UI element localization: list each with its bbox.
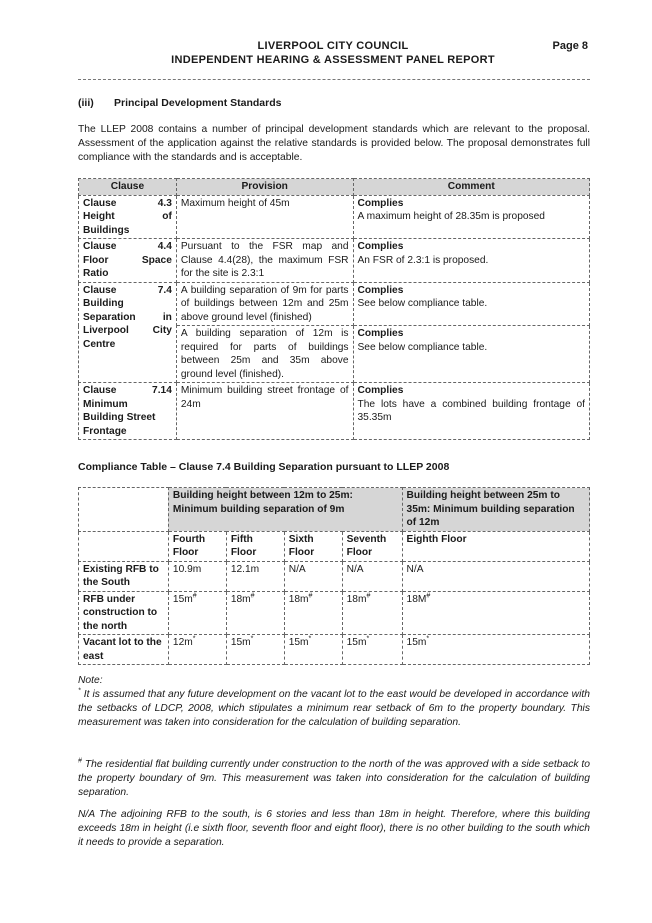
table-row [79, 282, 590, 326]
comment-cell [353, 239, 589, 283]
comment-status: Complies [357, 241, 404, 252]
clause-cell [79, 195, 177, 239]
value: 18M [406, 593, 427, 605]
footnote-mark: * [192, 635, 196, 643]
comment-text: The lots have a combined building frontage of 35.35m [357, 398, 585, 423]
value: 15m [406, 637, 427, 648]
clause-line: Buildings [83, 224, 130, 236]
row-label: RFB under construction to the north [79, 591, 169, 635]
value-cell [226, 561, 284, 591]
section-paragraph: The LLEP 2008 contains a number of principal development standards which are relevant to the proposal. Assessment of the application against the relative standards is provided below. The proposal demonstrates full compliance with the standards and is acceptable. [78, 124, 590, 163]
value: 15m [172, 593, 193, 605]
footnote-mark: # [192, 592, 197, 600]
clause-cell [79, 282, 177, 383]
value: 12m [172, 637, 193, 648]
table-row [79, 591, 590, 635]
note-mark: # [78, 757, 82, 765]
group-header-12-25: Building height between 12m to 25m: Minimum building separation of 9m [168, 488, 402, 532]
value-cell [284, 561, 342, 591]
footnote-mark: * [426, 635, 430, 643]
value: N/A [288, 563, 306, 575]
value-cell [402, 561, 589, 591]
note-vacant-lot [78, 688, 590, 730]
comment-status: Complies [357, 385, 404, 396]
header-divider [78, 79, 590, 80]
col-header-comment: Comment [353, 179, 589, 196]
table-header-row [79, 179, 590, 196]
clause-line: Floor Space [83, 254, 172, 266]
provision-cell: Pursuant to the FSR map and Clause 4.4(28), the maximum FSR for the site is 2.3:1 [176, 239, 353, 283]
comment-status: Complies [357, 328, 404, 339]
compliance-table-title: Compliance Table – Clause 7.4 Building Separation pursuant to LLEP 2008 [78, 461, 450, 473]
blank-label-cell [79, 531, 169, 561]
development-standards-table [78, 178, 590, 440]
provision-cell: Minimum building street frontage of 24m [176, 383, 353, 440]
value: 18m [288, 593, 309, 605]
comment-status: Complies [357, 197, 404, 209]
clause-line: Building Street [83, 412, 156, 423]
value: 15m [346, 637, 367, 648]
table-row [79, 635, 590, 665]
comment-cell [353, 282, 589, 326]
comment-status: Complies [357, 284, 404, 296]
value: N/A [346, 563, 364, 575]
clause-cell [79, 239, 177, 283]
footnote-mark: * [366, 635, 370, 643]
value-cell [284, 591, 342, 635]
section-title: Principal Development Standards [114, 97, 282, 109]
footnote-mark: # [366, 592, 371, 600]
table-row [79, 195, 590, 239]
clause-line: Separation in [83, 311, 172, 323]
value-cell [402, 591, 589, 635]
note-na: N/A The adjoining RFB to the south, is 6 stories and less than 18m in height. Therefore, where this building exceeds 18m in height (i.e sixth floor, seventh floor and eight floor), there is no other building to the south which it needs to provide a separation. [78, 809, 590, 848]
comment-cell [353, 195, 589, 239]
value-cell [168, 561, 226, 591]
value: 18m [346, 593, 367, 605]
clause-line: Liverpool City [83, 325, 172, 336]
value-cell [226, 591, 284, 635]
value: 10.9m [172, 563, 202, 575]
provision-cell: A building separation of 12m is required for parts of buildings between 25m and 35m above ground level (finished). [176, 326, 353, 383]
value-cell [342, 591, 402, 635]
provision-cell: Maximum height of 45m [176, 195, 353, 239]
clause-line: Clause 7.14 [83, 385, 172, 396]
value: N/A [406, 563, 424, 575]
note-text: It is assumed that any future development on the vacant lot to the east would be developed in accordance with the setbacks of LDCP, 2008, which stipulates a minimum rear setback of 6m to the property boundary. This measurement was taken into consideration for the calculation of building separation. [78, 689, 590, 728]
row-label: Existing RFB to the South [79, 561, 169, 591]
clause-line: Clause 4.3 [83, 197, 172, 209]
header-report-title: INDEPENDENT HEARING & ASSESSMENT PANEL REPORT [171, 54, 495, 66]
footnote-mark: # [250, 592, 255, 600]
col-header-clause: Clause [79, 179, 177, 196]
footnote-mark: * [308, 635, 312, 643]
col-header-provision: Provision [176, 179, 353, 196]
table-row [79, 561, 590, 591]
group-header-25-35: Building height between 25m to 35m: Minimum building separation of 12m [402, 488, 589, 532]
footnote-mark: # [426, 592, 431, 600]
table-row [79, 383, 590, 440]
page-header [78, 38, 588, 74]
clause-line: Height of [83, 211, 172, 222]
comment-cell [353, 326, 589, 383]
floor-header-row [79, 531, 590, 561]
note-text: The residential flat building currently under construction to the north of the was approved with a side setback to the property boundary of 9m. This measurement was taken into consideration for the calculation of building separation. [78, 759, 590, 798]
value: 12.1m [230, 563, 260, 575]
compliance-table [78, 487, 590, 665]
floor-header: Eighth Floor [402, 531, 589, 561]
note-rfb-north [78, 758, 590, 800]
footnote-mark: * [250, 635, 254, 643]
clause-line: Clause 4.4 [83, 241, 172, 252]
value-cell [402, 635, 589, 665]
value: 15m [230, 637, 251, 648]
floor-header: Seventh Floor [342, 531, 402, 561]
clause-line: Building [83, 298, 124, 309]
value-cell [284, 635, 342, 665]
table-row [79, 239, 590, 283]
value-cell [342, 635, 402, 665]
floor-header: Fourth Floor [168, 531, 226, 561]
comment-text: A maximum height of 28.35m is proposed [357, 211, 545, 222]
footnote-mark: # [308, 592, 313, 600]
note-mark: * [78, 687, 81, 695]
provision-cell: A building separation of 9m for parts of buildings between 12m and 25m above ground level (finished) [176, 282, 353, 326]
blank-corner-cell [79, 488, 169, 532]
floor-header: Sixth Floor [284, 531, 342, 561]
value-cell [168, 591, 226, 635]
section-number: (iii) [78, 97, 94, 109]
row-label: Vacant lot to the east [79, 635, 169, 665]
value-cell [226, 635, 284, 665]
clause-line: Frontage [83, 425, 127, 437]
group-header-row [79, 488, 590, 532]
comment-cell [353, 383, 589, 440]
header-council: LIVERPOOL CITY COUNCIL [257, 40, 409, 52]
comment-text: See below compliance table. [357, 298, 488, 309]
clause-line: Ratio [83, 268, 109, 279]
value-cell [342, 561, 402, 591]
comment-text: An FSR of 2.3:1 is proposed. [357, 254, 489, 266]
clause-line: Centre [83, 338, 116, 350]
value: 15m [288, 637, 309, 648]
note-heading: Note: [78, 675, 103, 686]
clause-cell [79, 383, 177, 440]
comment-text: See below compliance table. [357, 341, 488, 353]
clause-line: Minimum [83, 398, 128, 410]
page-number: Page 8 [552, 40, 588, 52]
floor-header: Fifth Floor [226, 531, 284, 561]
value: 18m [230, 593, 251, 605]
section-heading [78, 97, 281, 109]
clause-line: Clause 7.4 [83, 284, 172, 296]
value-cell [168, 635, 226, 665]
